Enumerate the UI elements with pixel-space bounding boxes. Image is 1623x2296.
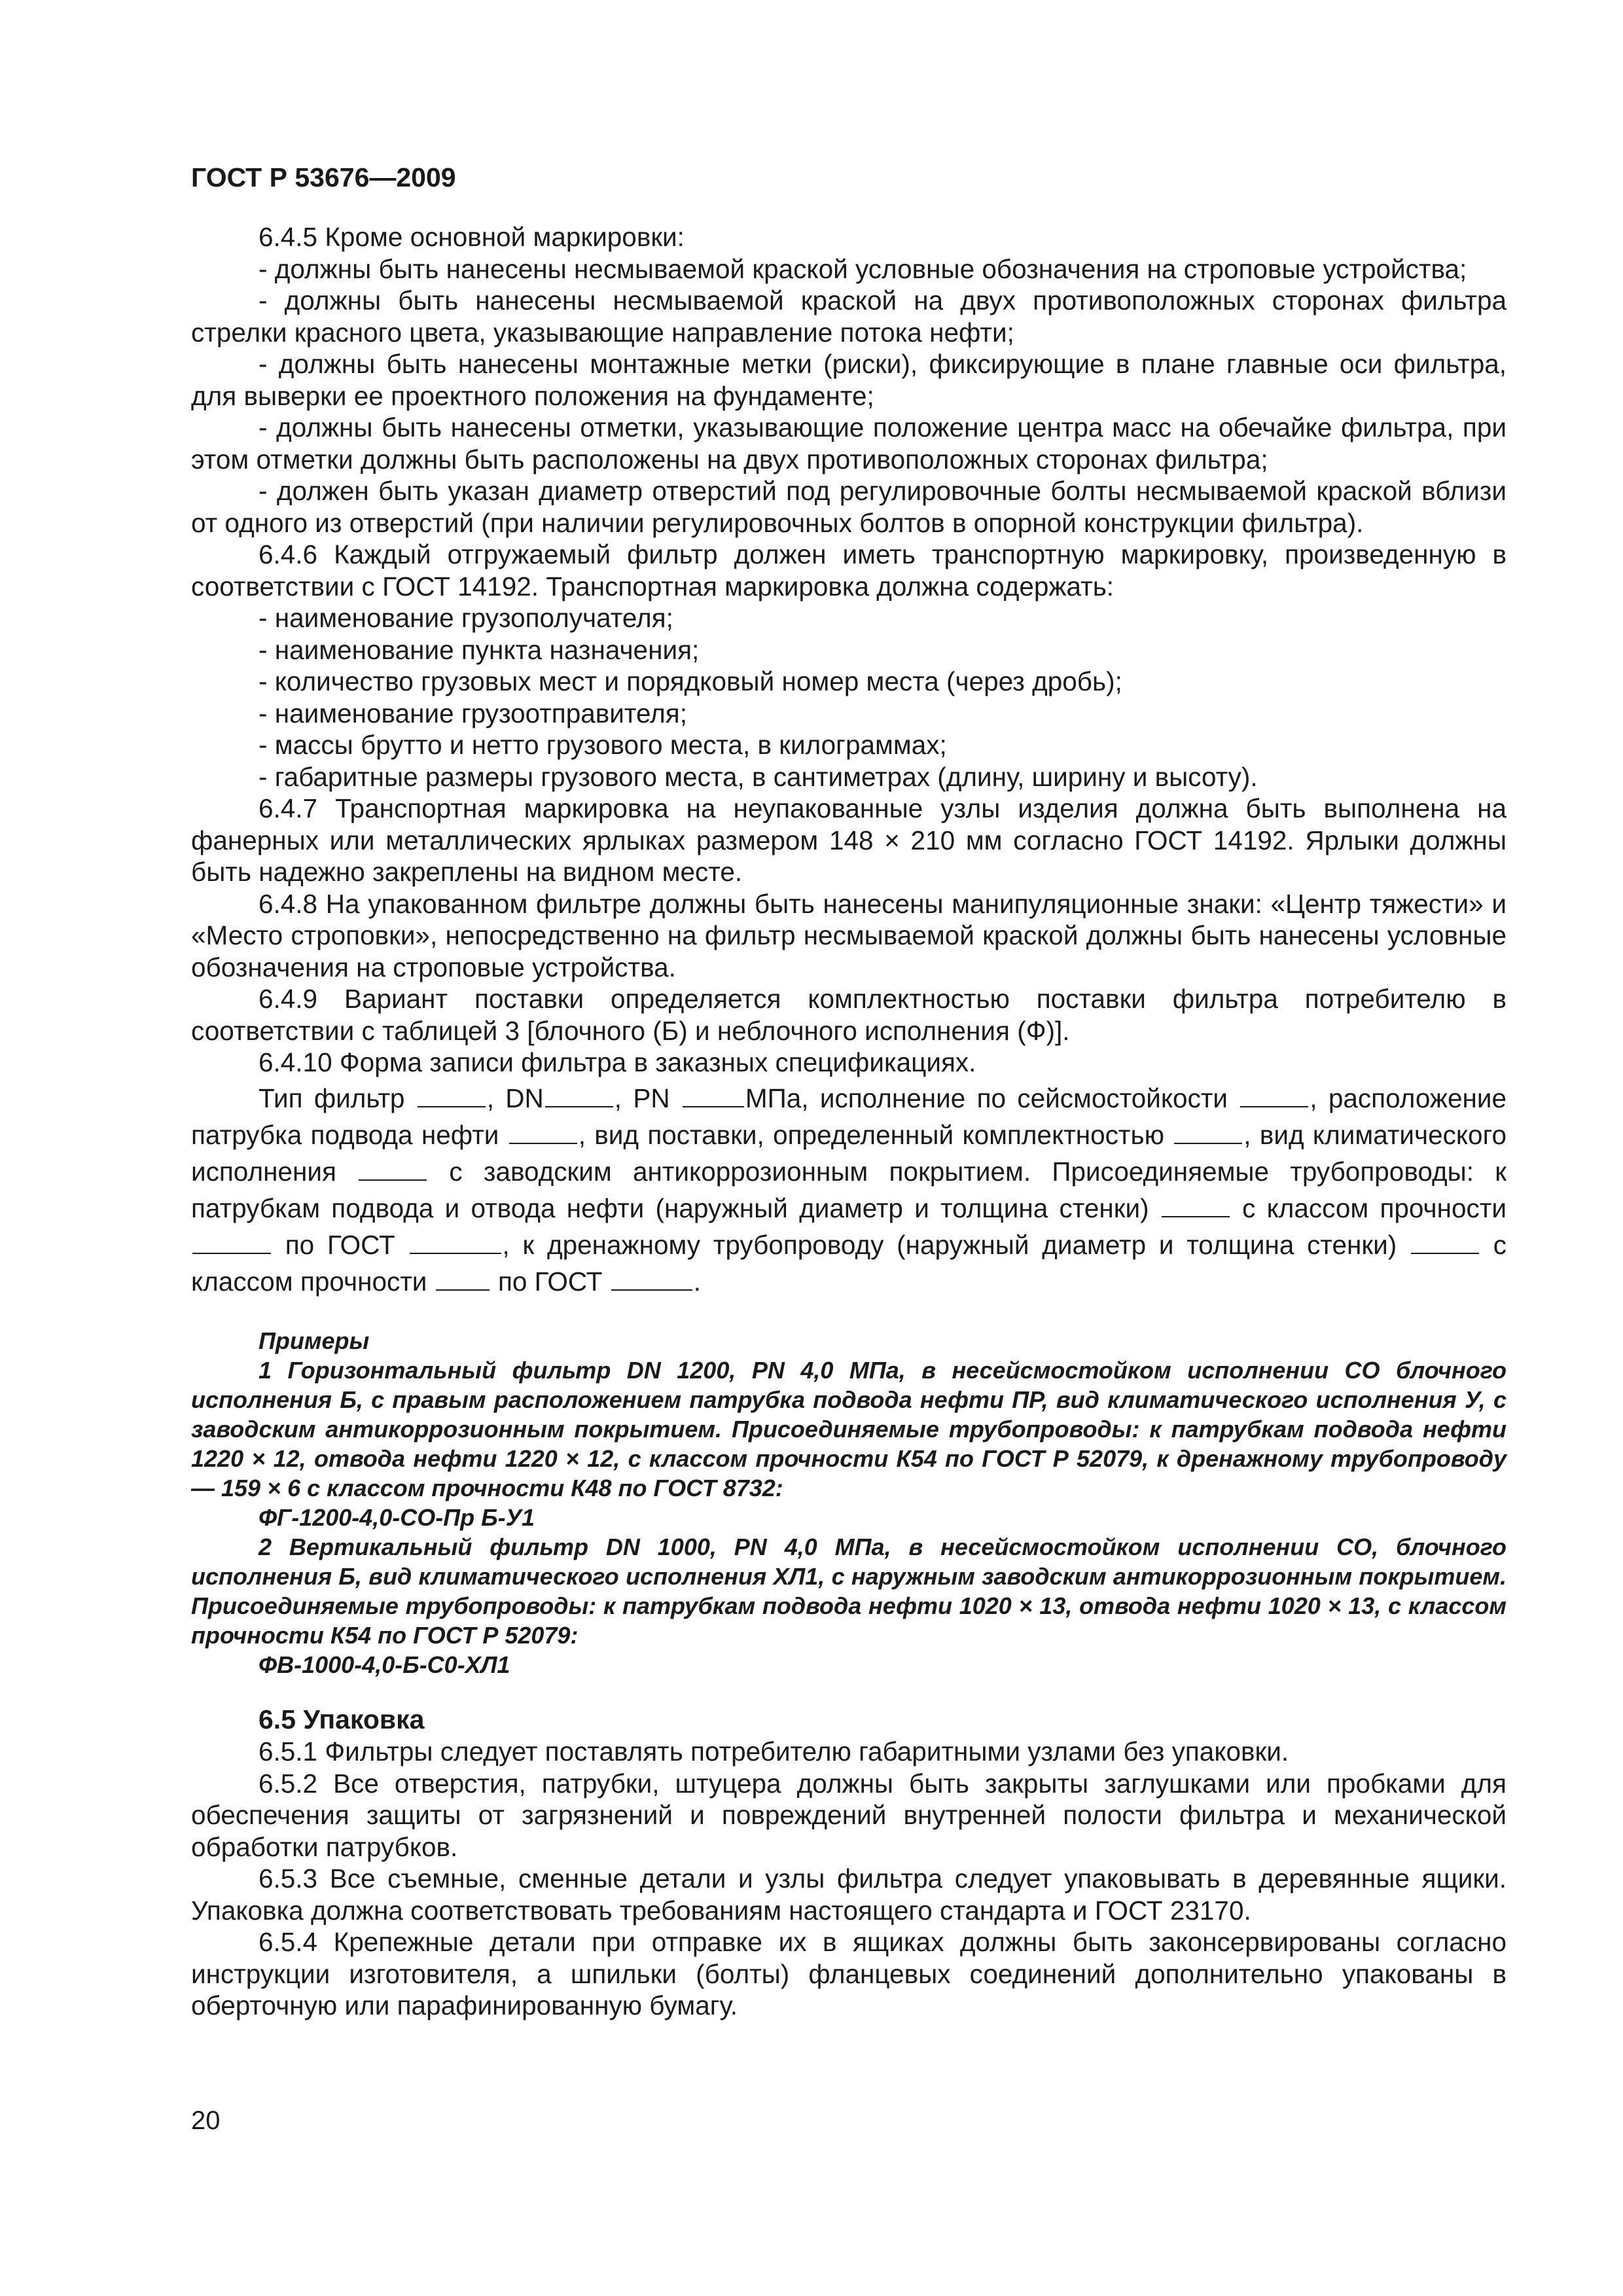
paragraph: 6.4.7 Транспортная маркировка на неупакованные узлы изделия должна быть выполнена на фанерных или металлических ярлыках размером 148 × 210 мм согласно ГОСТ 14192. Ярлыки должны быть надежно закреплены на видном месте. — [191, 793, 1507, 887]
form-text: по ГОСТ — [497, 1266, 603, 1297]
blank-field — [192, 1230, 271, 1254]
form-text: , вид поставки, определенный комплектностью — [578, 1119, 1164, 1150]
blank-field — [683, 1084, 744, 1107]
form-text: , к дренажному трубопроводу (наружный диаметр и толщина стенки) — [502, 1229, 1397, 1260]
form-text: по ГОСТ — [285, 1229, 395, 1260]
specification-form — [191, 1080, 1507, 1300]
form-text: , PN — [614, 1083, 670, 1113]
form-text: с заводским антикоррозионным покрытием. Присоединяемые трубопроводы: к патрубкам подвода и отвода нефти (наружный диаметр и толщина стенки) — [191, 1156, 1507, 1223]
paragraph: - габаритные размеры грузового места, в сантиметрах (длину, ширину и высоту). — [259, 761, 1258, 792]
paragraph: - наименование грузоотправителя; — [259, 698, 687, 728]
form-text: , расположение патрубка подвода нефти — [191, 1083, 1507, 1150]
document-header: ГОСТ Р 53676—2009 — [191, 162, 456, 192]
example-designation: ФВ-1000-4,0-Б-С0-ХЛ1 — [259, 1651, 510, 1678]
example-text: 2 Вертикальный фильтр DN 1000, PN 4,0 МПа, в несейсмостойком исполнении СО, блочного исполнения Б, вид климатического исполнения ХЛ1, с наружным заводским антикоррозионным покрытием. Присоединяемые трубопроводы: к патрубкам подвода нефти 1020 × 13, отвода нефти 1020 × 13, с классом прочности К54 по ГОСТ Р 52079: — [191, 1534, 1507, 1649]
paragraph: 6.5.4 Крепежные детали при отправке их в ящиках должны быть законсервированы согласно инструкции изготовителя, а шпильки (болты) фланцевых соединений дополнительно упакованы в оберточную или парафинированную бумагу. — [191, 1927, 1507, 2020]
paragraph: 6.4.10 Форма записи фильтра в заказных спецификациях. — [259, 1047, 976, 1077]
page-number: 20 — [191, 2106, 221, 2135]
blank-field — [436, 1267, 490, 1291]
blank-field — [509, 1121, 577, 1144]
examples-title: Примеры — [259, 1327, 370, 1354]
document-body — [191, 221, 1507, 2022]
paragraph: - наименование грузополучателя; — [259, 603, 673, 633]
blank-field — [1240, 1084, 1308, 1107]
paragraph: 6.4.5 Кроме основной маркировки: — [259, 222, 685, 252]
paragraph: 6.5.1 Фильтры следует поставлять потребителю габаритными узлами без упаковки. — [259, 1736, 1289, 1767]
blank-field — [1174, 1121, 1242, 1144]
paragraph: - должны быть нанесены несмываемой краской условные обозначения на строповые устройства; — [259, 253, 1467, 284]
form-text: МПа, исполнение по сейсмостойкости — [745, 1083, 1228, 1113]
blank-field — [1411, 1230, 1479, 1254]
paragraph: - должны быть нанесены монтажные метки (риски), фиксирующие в плане главные оси фильтра, для выверки ее проектного положения на фундаменте; — [191, 349, 1507, 411]
form-text: . — [693, 1266, 701, 1297]
blank-field — [545, 1084, 613, 1107]
document-page — [191, 0, 1507, 2296]
form-text: Тип фильтр — [259, 1083, 405, 1113]
paragraph: 6.4.8 На упакованном фильтре должны быть нанесены манипуляционные знаки: «Центр тяжести» и «Место строповки», непосредственно на фильтр несмываемой краской должны быть нанесены условные обозначения на строповые устройства. — [191, 888, 1507, 982]
example-text: 1 Горизонтальный фильтр DN 1200, PN 4,0 МПа, в несейсмостойком исполнении СО блочного исполнения Б, с правым расположением патрубка подвода нефти ПР, вид климатического исполнения У, с заводским антикоррозионным покрытием. Присоединяемые трубопроводы: к патрубкам подвода нефти 1220 × 12, отвода нефти 1220 × 12, с классом прочности К54 по ГОСТ Р 52079, к дренажному трубопроводу — 159 × 6 с классом прочности К48 по ГОСТ 8732: — [191, 1357, 1507, 1501]
blank-field — [359, 1157, 427, 1181]
paragraph: 6.4.9 Вариант поставки определяется комплектностью поставки фильтра потребителю в соответствии с таблицей 3 [блочного (Б) и неблочного исполнения (Ф)]. — [191, 984, 1507, 1046]
paragraph: - количество грузовых мест и порядковый номер места (через дробь); — [259, 666, 1122, 696]
example-designation: ФГ-1200-4,0-СО-Пр Б-У1 — [259, 1504, 535, 1531]
paragraph: - должен быть указан диаметр отверстий под регулировочные болты несмываемой краской вблизи от одного из отверстий (при наличии регулировочных болтов в опорной конструкции фильтра). — [191, 476, 1507, 538]
paragraph: - должны быть нанесены отметки, указывающие положение центра масс на обечайке фильтра, при этом отметки должны быть расположены на двух противоположных сторонах фильтра; — [191, 412, 1507, 475]
paragraph: 6.5.2 Все отверстия, патрубки, штуцера должны быть закрыты заглушками или пробками для обеспечения защиты от загрязнений и повреждений внутренней полости фильтра и механической обработки патрубков. — [191, 1768, 1507, 1862]
blank-field — [410, 1230, 501, 1254]
section-title: 6.5 Упаковка — [259, 1704, 425, 1734]
form-text: с классом прочности — [1242, 1193, 1507, 1223]
paragraph: - массы брутто и нетто грузового места, в килограммах; — [259, 730, 947, 760]
blank-field — [611, 1267, 692, 1291]
paragraph: 6.4.6 Каждый отгружаемый фильтр должен иметь транспортную маркировку, произведенную в соответствии с ГОСТ 14192. Транспортная маркировка должна содержать: — [191, 539, 1507, 601]
paragraph: - должны быть нанесены несмываемой краской на двух противоположных сторонах фильтра стрелки красного цвета, указывающие направление потока нефти; — [191, 285, 1507, 348]
form-text: , DN — [486, 1083, 544, 1113]
blank-field — [418, 1084, 486, 1107]
form-text: , вид климатического исполнения — [191, 1119, 1507, 1187]
form-text: с классом прочности — [191, 1229, 1507, 1297]
paragraph: 6.5.3 Все съемные, сменные детали и узлы фильтра следует упаковывать в деревянные ящики. Упаковка должна соответствовать требованиям настоящего стандарта и ГОСТ 23170. — [191, 1863, 1507, 1926]
blank-field — [1162, 1194, 1230, 1217]
paragraph: - наименование пункта назначения; — [259, 634, 700, 665]
